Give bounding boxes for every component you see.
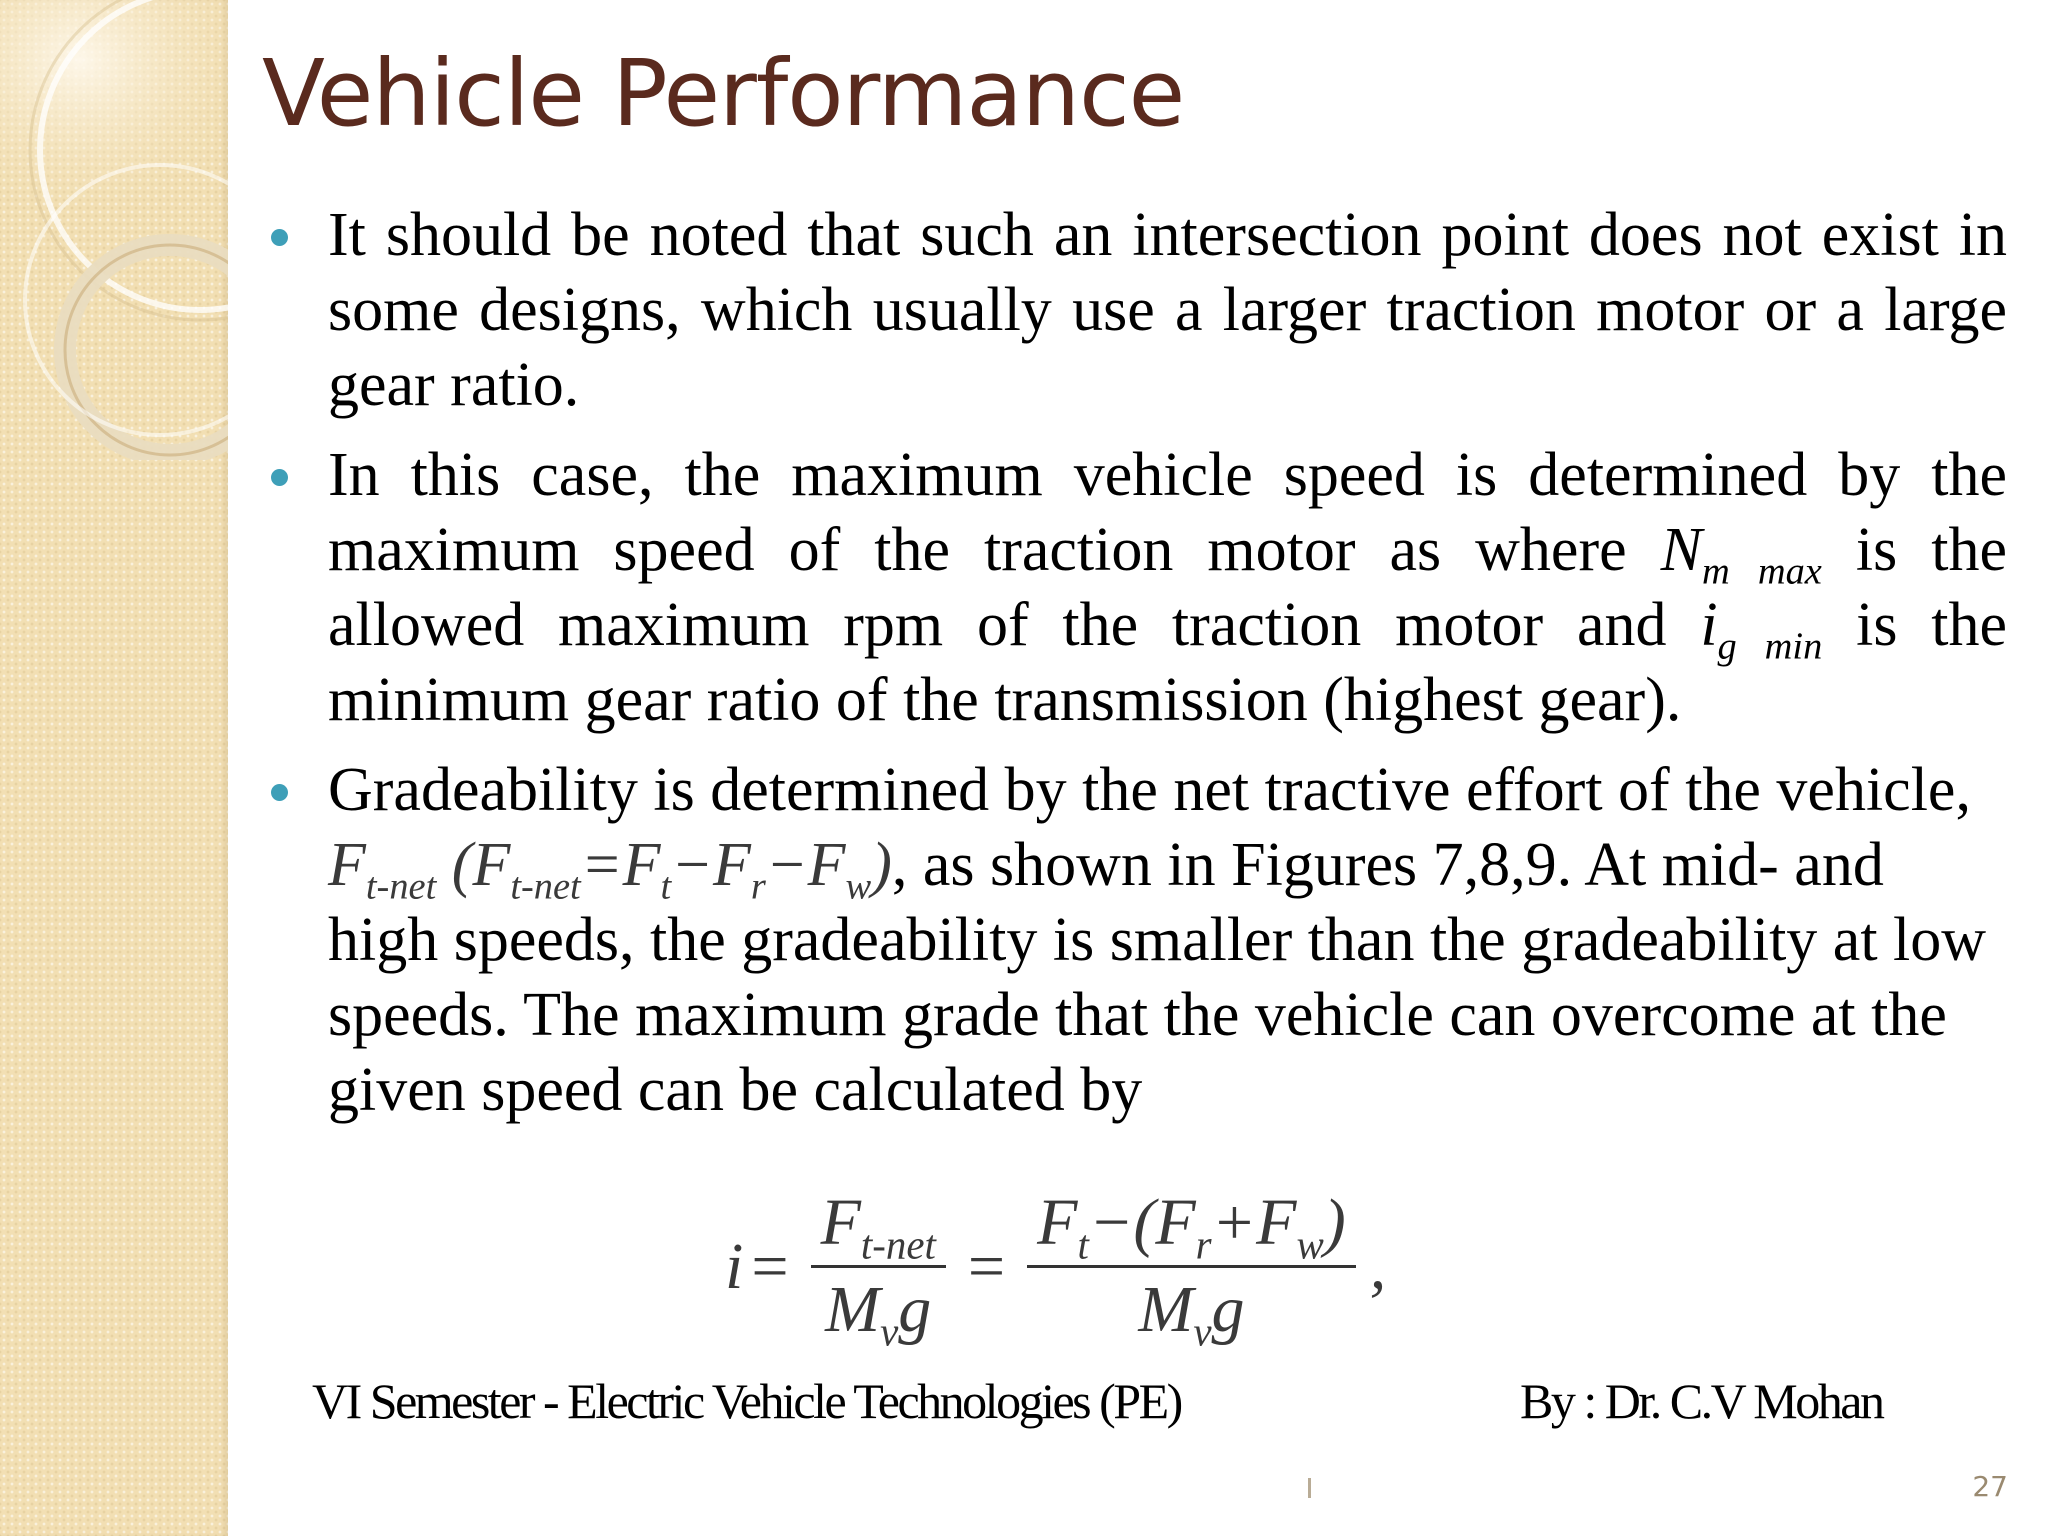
footer-course-info: VI Semester - Electric Vehicle Technologies (PE)	[312, 1373, 1181, 1429]
equation-fraction-1: $\frac{F_{t-net}}{M_vg}$	[811, 1185, 946, 1348]
gear-ratio-subscript: g min	[1717, 625, 1823, 668]
bullet-text: In this case, the maximum vehicle speed is determined by the maximum speed of the traction motor as where	[328, 441, 2007, 584]
equation-comma: ,	[1369, 1229, 1387, 1303]
bullet-item-1	[262, 198, 2007, 423]
bullet-text: Gradeability is determined by the net tractive effort of the vehicle,	[328, 756, 1971, 824]
motor-speed-subscript: m max	[1701, 550, 1822, 593]
footer-divider-mark	[1308, 1478, 1311, 1498]
gradeability-equation	[725, 1185, 1387, 1355]
footer-author: By : Dr. C.V Mohan	[1520, 1373, 1883, 1429]
bullet-item-2	[262, 438, 2007, 738]
bullet-item-3	[262, 753, 2007, 1128]
slide-title: Vehicle Performance	[262, 40, 1185, 147]
bullet-dot-icon	[271, 229, 288, 246]
bullet-dot-icon	[271, 469, 288, 486]
motor-speed-variable: N	[1660, 516, 1702, 584]
equation-grade-symbol: i	[725, 1229, 744, 1303]
bullet-dot-icon	[271, 784, 288, 801]
ring-decoration	[0, 0, 228, 420]
equation-equals: =	[751, 1229, 789, 1303]
bullet-text: is the minimum gear ratio of the transmission (highest gear).	[328, 591, 2007, 734]
equation-fraction-2: $\frac{F_t-(F_r+F_w)}{M_vg}$	[1027, 1185, 1356, 1348]
bullet-text: is the allowed maximum rpm of the traction motor and	[328, 516, 2007, 659]
bullet-text: It should be noted that such an intersection point does not exist in some designs, which usually use a larger traction motor or a large gear ratio.	[328, 201, 2007, 419]
slide-body	[262, 198, 2007, 1143]
bullet-text: , as shown in Figures 7,8,9. At mid- and high speeds, the gradeability is smaller than the gradeability at low speeds. The maximum grade that the vehicle can overcome at the given speed can be calculated by	[328, 831, 1987, 1124]
slide-number: 27	[1972, 1470, 2008, 1503]
net-tractive-effort-formula: $F_{t-net}$ $(F_{t-net}=F_t-F_r-F_w)$	[328, 831, 892, 908]
ring-decoration-icon	[0, 0, 228, 460]
gear-ratio-variable: i	[1700, 591, 1718, 659]
equation-equals: =	[967, 1229, 1006, 1303]
